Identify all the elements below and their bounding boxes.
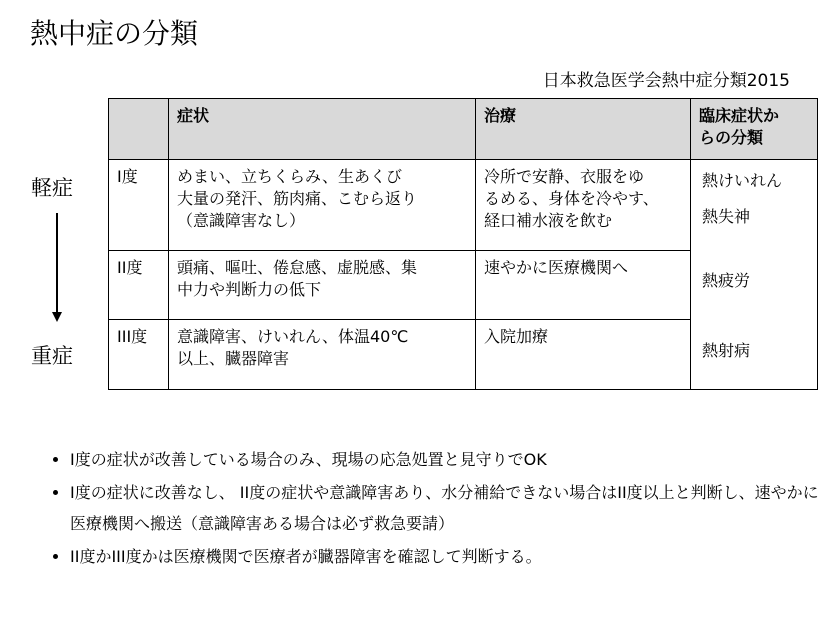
severity-arrow-line bbox=[56, 213, 58, 313]
symptoms-cell: 頭痛、嘔吐、倦怠感、虚脱感、集 中力や判断力の低下 bbox=[169, 251, 476, 320]
classification-cell bbox=[691, 160, 818, 390]
header-degree bbox=[109, 99, 169, 160]
severity-mild-label: 軽症 bbox=[31, 176, 73, 200]
header-classification: 臨床症状か らの分類 bbox=[691, 99, 818, 160]
down-arrow-icon bbox=[52, 312, 62, 322]
page-title: 熱中症の分類 bbox=[30, 17, 199, 50]
classification-item: 熱疲労 bbox=[702, 271, 751, 290]
symptoms-cell: 意識障害、けいれん、体温40℃ 以上、臓器障害 bbox=[169, 320, 476, 390]
classification-item: 熱射病 bbox=[702, 341, 751, 360]
treatment-cell: 速やかに医療機関へ bbox=[476, 251, 691, 320]
table-row bbox=[109, 160, 818, 251]
header-symptoms: 症状 bbox=[169, 99, 476, 160]
severity-severe-label: 重症 bbox=[31, 344, 73, 368]
note-item: • I度の症状に改善なし、 II度の症状や意識障害あり、水分補給できない場合はII度以上と判断し、速やかに医療機関へ搬送（意識障害ある場合は必ず救急要請） bbox=[70, 477, 828, 539]
degree-cell: II度 bbox=[109, 251, 169, 320]
header-treatment: 治療 bbox=[476, 99, 691, 160]
classification-item: 熱失神 bbox=[702, 207, 751, 226]
note-item: • I度の症状が改善している場合のみ、現場の応急処置と見守りでOK bbox=[70, 444, 828, 475]
notes-list bbox=[48, 444, 828, 574]
degree-cell: III度 bbox=[109, 320, 169, 390]
table-header-row bbox=[109, 99, 818, 160]
treatment-cell: 入院加療 bbox=[476, 320, 691, 390]
classification-item: 熱けいれん bbox=[702, 171, 783, 190]
classification-table bbox=[108, 98, 818, 390]
source-citation: 日本救急医学会熱中症分類2015 bbox=[542, 71, 790, 91]
symptoms-cell: めまい、立ちくらみ、生あくび 大量の発汗、筋肉痛、こむら返り （意識障害なし） bbox=[169, 160, 476, 251]
treatment-cell: 冷所で安静、衣服をゆ るめる、身体を冷やす、 経口補水液を飲む bbox=[476, 160, 691, 251]
note-item: • II度かIII度かは医療機関で医療者が臓器障害を確認して判断する。 bbox=[70, 541, 828, 572]
degree-cell: I度 bbox=[109, 160, 169, 251]
